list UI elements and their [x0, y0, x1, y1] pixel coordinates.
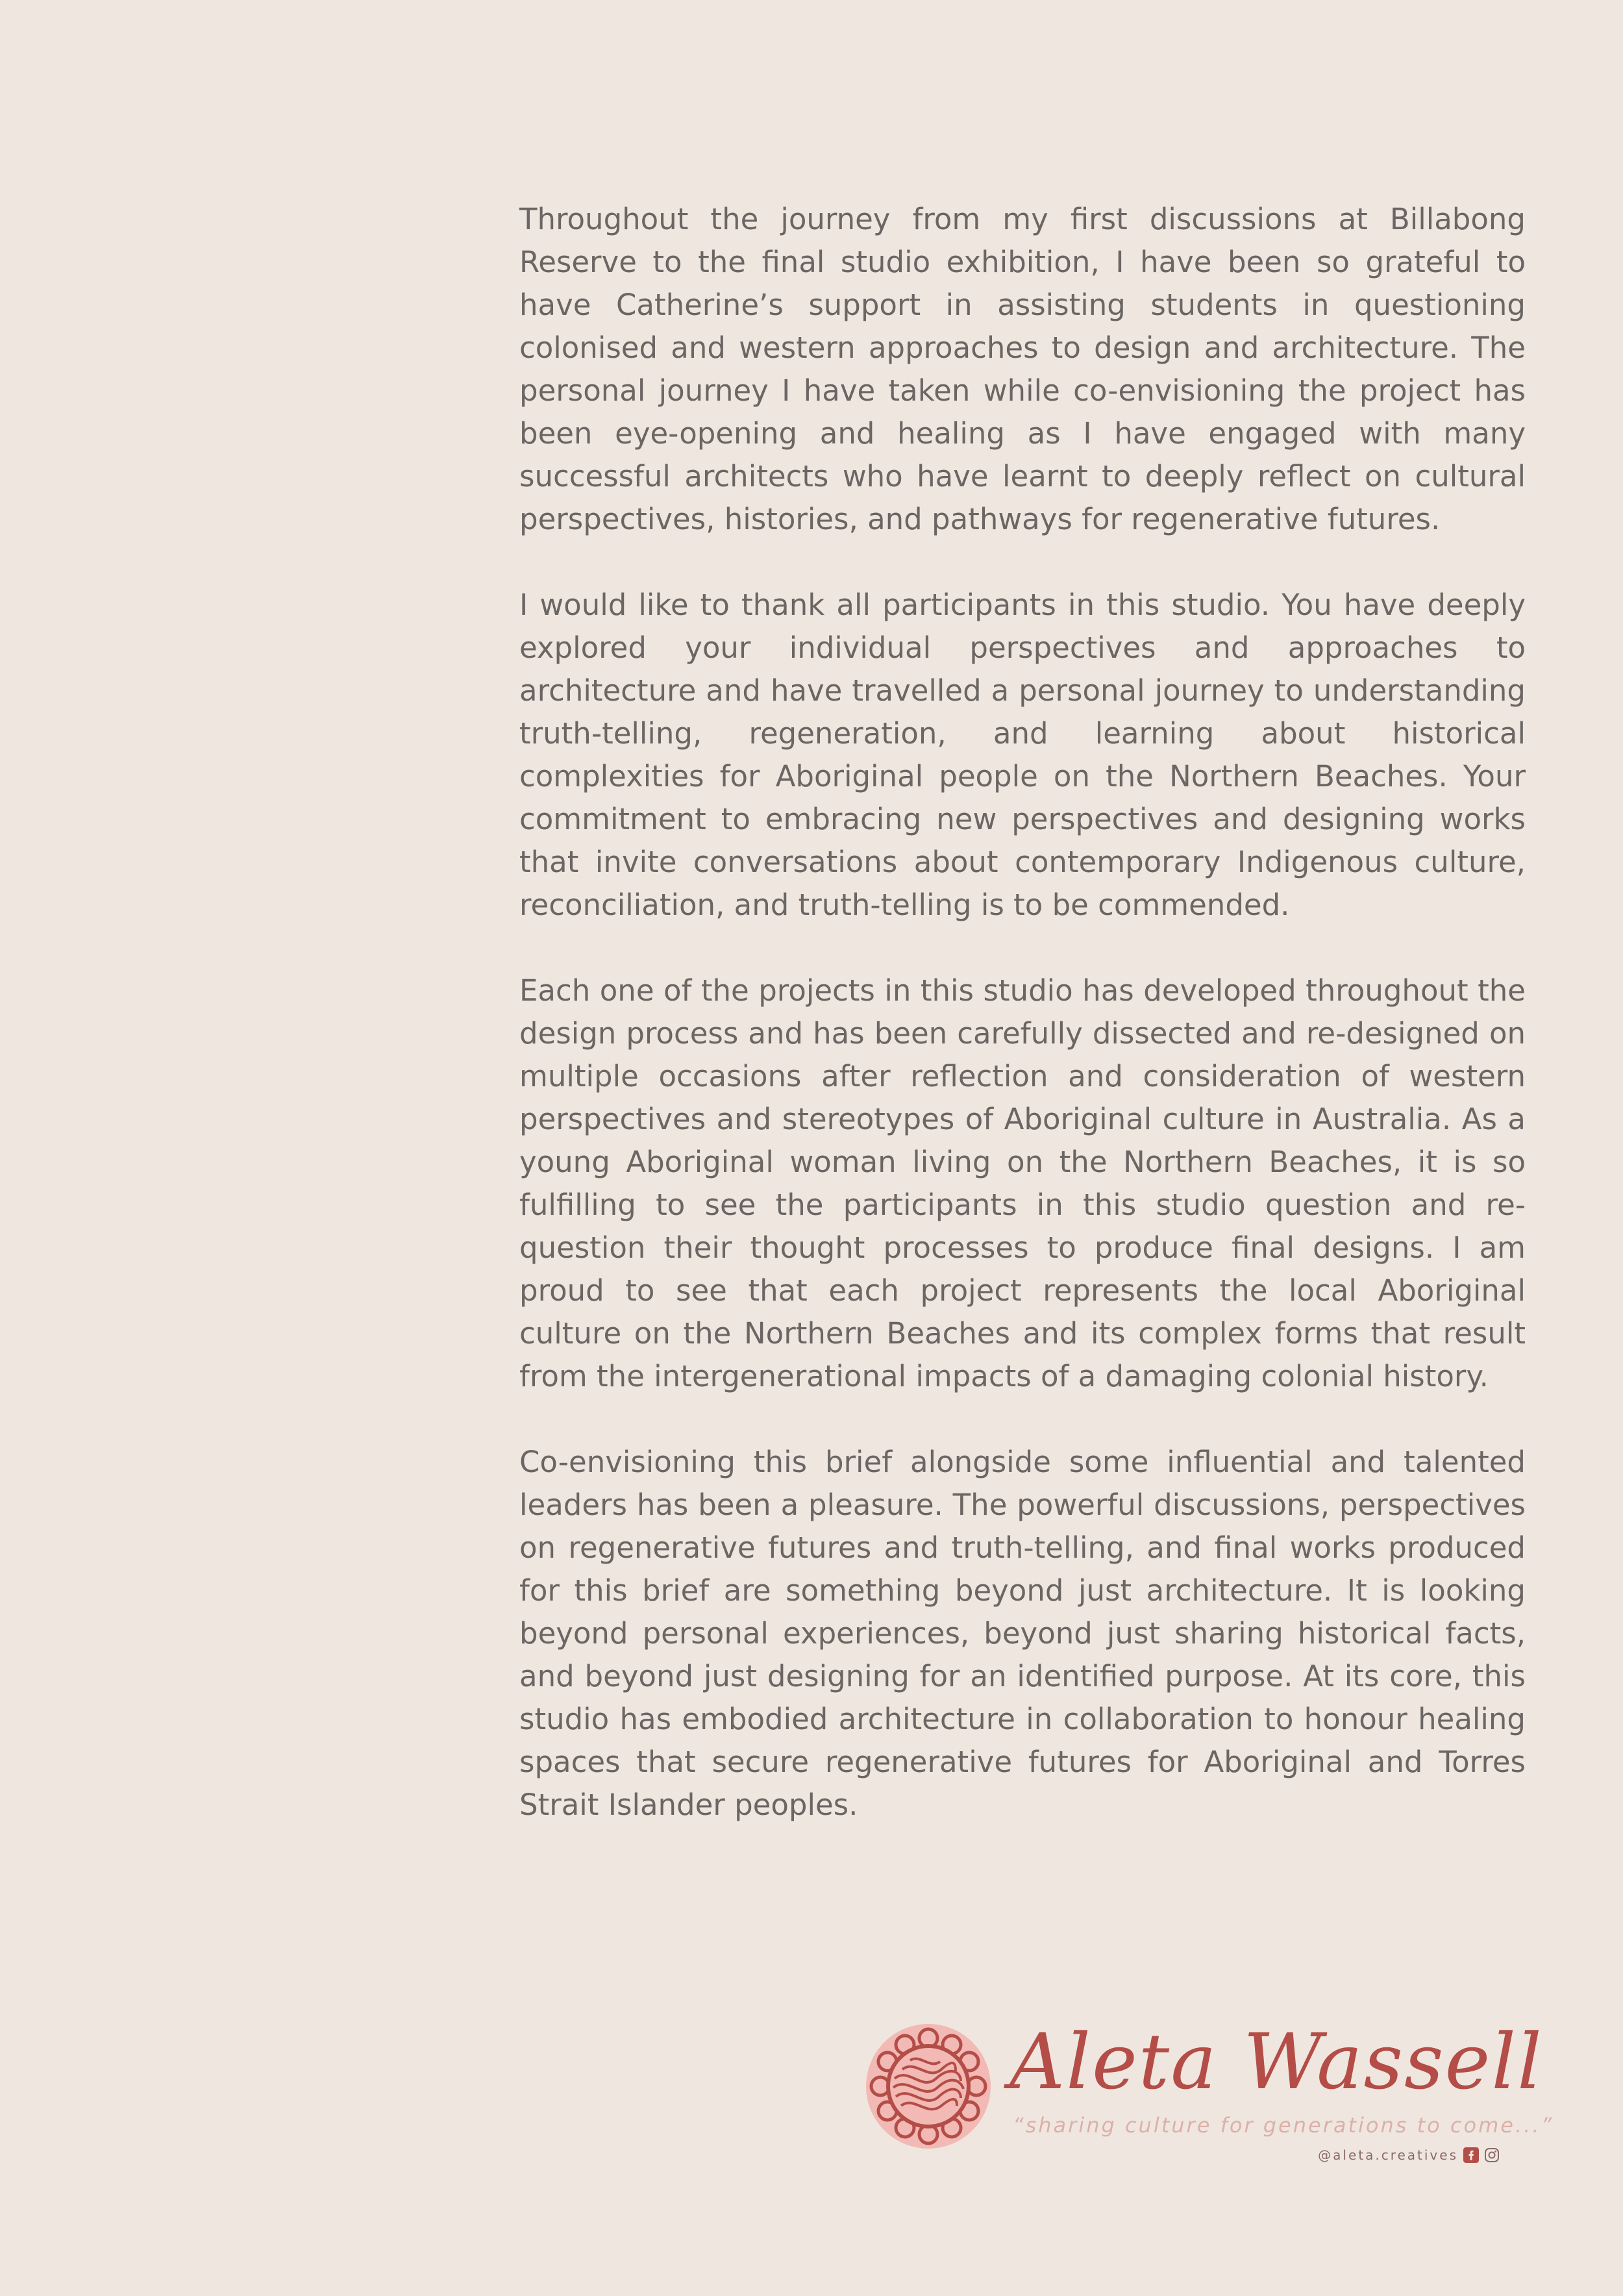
paragraph-1: Throughout the journey from my first discussions at Billabong Reserve to the final studio exhibition, I have been so grateful to have Catherine’s support in assisting students in questioning colonised and western approaches to design and architecture. The personal journey I have taken while co-envisioning the project has been eye-opening and healing as I have engaged with many successful architects who have learnt to deeply reflect on cultural perspectives, histories, and pathways for regenerative futures. — [519, 202, 1526, 536]
paragraph-2: I would like to thank all participants in this studio. You have deeply explored your individual perspectives and approaches to architecture and have travelled a personal journey to understanding truth-telling, regeneration, and learning about historical complexities for Aboriginal people on the Northern Beaches. Your commitment to embracing new perspectives and designing works that invite conversations about contemporary Indigenous culture, reconciliation, and truth-telling is to be commended. — [519, 588, 1526, 922]
signature-name: Aleta Wassell — [1010, 2017, 1543, 2106]
paragraph-3: Each one of the projects in this studio has developed throughout the design process and has been carefully dissected and re-designed on multiple occasions after reflection and consideration of western perspectives and stereotypes of Aboriginal culture in Australia. As a young Aboriginal woman living on the Northern Beaches, it is so fulfilling to see the participants in this studio question and re-question their thought processes to produce final designs. I am proud to see that each project represents the local Aboriginal culture on the Northern Beaches and its complex forms that result from the intergenerational impacts of a damaging colonial history. — [519, 973, 1526, 1393]
instagram-icon — [1484, 2147, 1500, 2163]
letter-body — [519, 198, 1526, 1869]
social-handle: @aleta.creatives — [1318, 2147, 1458, 2163]
signature-block — [863, 2016, 1554, 2172]
paragraph-4: Co-envisioning this brief alongside some influential and talented leaders has been a pleasure. The powerful discussions, perspectives on regenerative futures and truth-telling, and final works produced for this brief are something beyond just architecture. It is looking beyond personal experiences, beyond just sharing historical facts, and beyond just designing for an identified purpose. At its core, this studio has embodied architecture in collaboration to honour healing spaces that secure regenerative futures for Aboriginal and Torres Strait Islander peoples. — [519, 1445, 1526, 1822]
signature-tagline: “sharing culture for generations to come...” — [1013, 2113, 1554, 2138]
aleta-logo-icon — [863, 2021, 993, 2151]
social-handle-row — [1318, 2146, 1500, 2164]
facebook-icon — [1463, 2147, 1479, 2163]
